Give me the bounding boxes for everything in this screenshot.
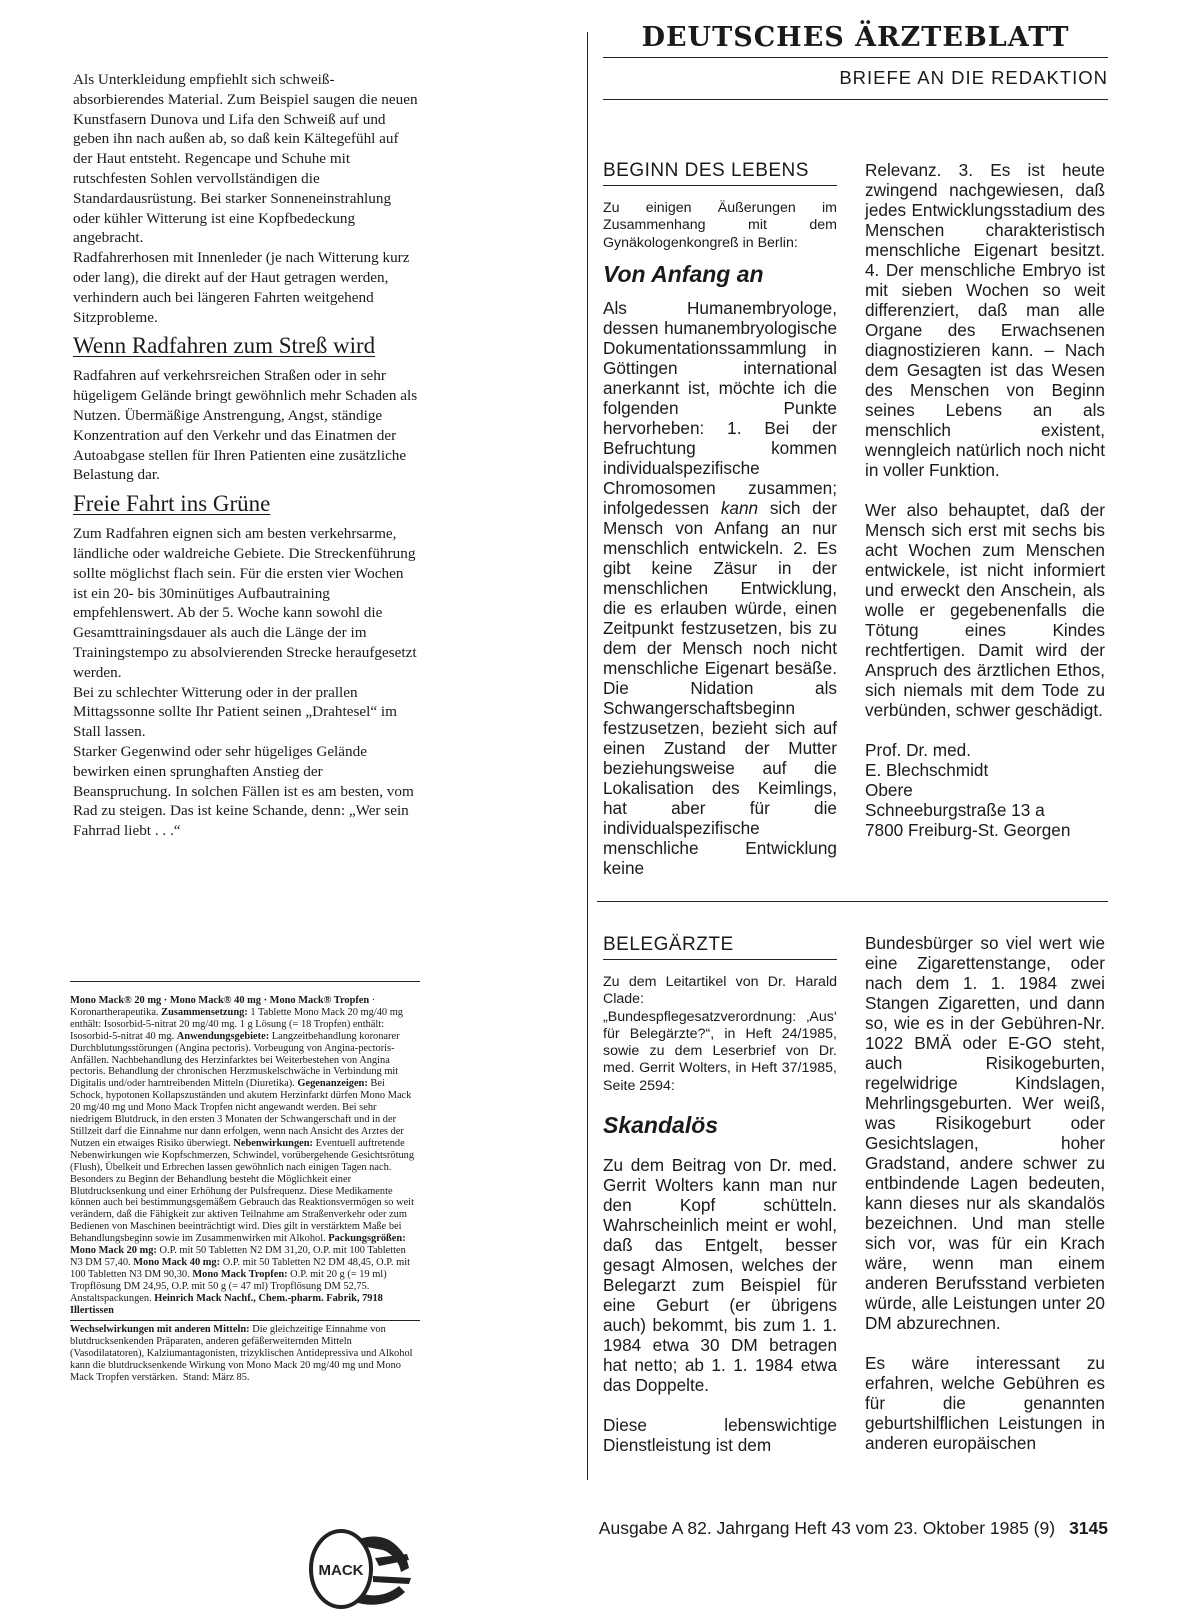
- body-text: Als Humanembryologe, dessen humanembryologische Dokumentationssammlung in Göttingen international anerkannt ist, möchte ich die folgenden Punkte hervorheben: 1. Bei der Befruchtung kommen individualspezifische Chromosomen zusammen; infolgedessen: [603, 297, 837, 518]
- article1-headline: Von Anfang an: [603, 260, 764, 287]
- column-divider: [587, 32, 588, 1480]
- product-info-label: Zusammensetzung:: [161, 1006, 248, 1018]
- interactions-body: Die gleichzeitige Einnahme von blutdrucksenkenden Präparaten, anderen gefäßerweiternden Mitteln (Vasodilatatoren), Kalziumantagonisten, trizyklischen Antidepressiva und Alkohol kann die blutdrucksenkende Wirkung von Mono Mack 20 mg/40 mg und Mono Mack Tropfen verstärken.: [70, 1324, 413, 1384]
- product-information-box: [70, 981, 420, 1384]
- article2-column2: [865, 933, 1105, 1453]
- paragraph: Radfahrerhosen mit Innenleder (je nach Witterung kurz oder lang), die direkt auf der Haut getragen werden, verhindern auch bei längeren Fahrten weitgehend Sitzprobleme.: [73, 249, 410, 326]
- section-heading-gruene: Freie Fahrt ins Grüne: [73, 491, 271, 517]
- left-article-column: [73, 70, 419, 841]
- article2-intro: Zu dem Leitartikel von Dr. Harald Clade: „Bundespflegesatzverordnung: ‚Aus‘ für Belegärzte?“, in Heft 24/1985, sowie zu dem Leserbrief von Dr. med. Gerrit Wolters, in Heft 37/1985, Seite 2594:: [603, 974, 837, 1094]
- page-footer: [513, 1518, 1108, 1539]
- paragraph: Bei zu schlechter Witterung oder in der prallen Mittagssonne sollte Ihr Patient seinen „Drahtesel“ im Stall lassen.: [73, 683, 397, 741]
- intro-text: [73, 70, 419, 327]
- paragraph: Es wäre interessant zu erfahren, welche Gebühren es für die genannten geburtshilflichen Leistungen in anderen europäischen: [865, 1353, 1105, 1453]
- signature-line: Schneeburgstraße 13 a: [865, 800, 1045, 820]
- paragraph: Diese lebenswichtige Dienstleistung ist dem: [603, 1415, 837, 1456]
- product-info-label: Mono Mack 40 mg:: [133, 1256, 221, 1268]
- paragraph: Relevanz. 3. Es ist heute zwingend nachgewiesen, daß jedes Entwicklungsstadium des Menschen charakteristisch menschliche Eigenart besitzt. 4. Der menschliche Embryo ist mit sieben Wochen so weit differenziert, daß man alle Organe des Erwachsenen diagnostizieren kann. – Nach dem Gesagten ist das Wesen des Menschen von Beginn seines Lebens an als menschlich existent, wenngleich natürlich noch nicht in voller Funktion.: [865, 160, 1105, 480]
- section-heading-stress: Wenn Radfahren zum Streß wird: [73, 333, 376, 359]
- journal-title: DEUTSCHES ÄRZTEBLATT: [603, 22, 1108, 58]
- product-info-label: Nebenwirkungen:: [233, 1137, 313, 1149]
- emphasis-kann: kann: [720, 497, 759, 518]
- issue-info: Ausgabe A 82. Jahrgang Heft 43 vom 23. Oktober 1985 (9): [598, 1518, 1056, 1538]
- paragraph: Als Unterkleidung empfiehlt sich schweiß-absorbierendes Material. Zum Beispiel saugen die neuen Kunstfasern Dunova und Lifa den Schweiß auf und geben ihn nach außen ab, so daß kein Kältegefühl auf der Haut entsteht. Regencape und Schuhe mit rutschfesten Sohlen vervollständigen die Standardausrüstung. Bei starker Sonneneinstrahlung oder kühler Witterung ist eine Kopfbedeckung angebracht.: [73, 71, 418, 247]
- article1-body: [603, 298, 837, 878]
- article2-rubric: BELEGÄRZTE: [603, 935, 837, 960]
- product-info-label: Packungsgrößen: Mono Mack 20 mg:: [70, 1233, 406, 1257]
- masthead: [603, 22, 1108, 100]
- mack-logo: [303, 1524, 415, 1610]
- interactions-label: Wechselwirkungen mit anderen Mitteln:: [70, 1324, 250, 1336]
- interactions-text: [70, 1320, 420, 1384]
- product-info-text: O.P. mit 50 Tabletten N2 DM 48,45, O.P. mit 100 Tabletten N3 DM 90,30.: [70, 1256, 410, 1280]
- product-info-label: Mono Mack Tropfen:: [192, 1268, 288, 1280]
- article1-column2: [865, 160, 1105, 840]
- product-info-text: Langzeitbehandlung koronarer Durchblutungsstörungen (Angina pectoris). Vorbeugung von Angina-pectoris-Anfällen. Nachbehandlung des Herzinfarktes bei Weiterbestehen von Angina pectoris. Behandlung der chronischen Herzmuskelschwäche in Verbindung mit Digitalis und/oder harntreibenden Mitteln (Diuretika).: [70, 1030, 400, 1090]
- product-info-text: Bei Schock, hypotonen Kollapszuständen und akutem Herzinfarkt dürfen Mono Mack 20 mg/40 mg und Mono Mack Tropfen nicht angewandt werden. Bei sehr niedrigem Blutdruck, in den ersten 3 Monaten der Schwangerschaft und in der Stillzeit darf die Einnahme nur dann erfolgen, wenn nach Ansicht des Arztes der Nutzen ein etwaiges Risiko überwiegt.: [70, 1078, 412, 1149]
- article1-intro: Zu einigen Äußerungen im Zusammenhang mit dem Gynäkologenkongreß in Berlin:: [603, 200, 837, 251]
- product-info-label: Gegenanzeigen:: [297, 1078, 368, 1090]
- signature-line: E. Blechschmidt: [865, 760, 989, 780]
- paragraph: Starker Gegenwind oder sehr hügeliges Gelände bewirken einen sprunghaften Anstieg der Beanspruchung. In solchen Fällen ist es am besten, vom Rad zu steigen. Das ist keine Schande, denn: „Wer sein Fahrrad liebt . . .“: [73, 742, 414, 840]
- paragraph: Zum Radfahren eignen sich am besten verkehrsarme, ländliche oder waldreiche Gebiete. Die Streckenführung sollte möglichst flach sein. Für die ersten vier Wochen ist ein 20- bis 30minütiges Aufbautraining empfehlenswert. Ab der 5. Woche kann sowohl die Gesamttrainingsdauer als auch die Länge der im Trainingstempo zu absolvierenden Strecke heraufgesetzt werden.: [73, 525, 417, 681]
- author-signature: [865, 740, 1105, 840]
- article2-column1: [603, 935, 837, 1455]
- product-info-text: · Koronartherapeutika.: [70, 995, 376, 1018]
- article1-rubric: BEGINN DES LEBENS: [603, 161, 837, 186]
- page-number: 3145: [1069, 1518, 1108, 1538]
- stress-text: [73, 366, 419, 485]
- product-info-label: Heinrich Mack Nachf., Chem.-pharm. Fabrik, 7918 Illertissen: [70, 1292, 383, 1316]
- gruene-text: [73, 524, 419, 841]
- product-info-text: O.P. mit 50 Tabletten N2 DM 31,20, O.P. mit 100 Tabletten N3 DM 57,40.: [70, 1245, 406, 1268]
- paragraph: Zu dem Beitrag von Dr. med. Gerrit Wolters kann man nur den Kopf schütteln. Wahrscheinlich meint er wohl, daß das Entgelt, besser gesagt Almosen, welches der Belegarzt zum Beispiel für eine Geburt (er übrigens auch) bekommt, bis zum 1. 1. 1984 etwa 30 DM betragen hat netto; ab 1. 1. 1984 etwa das Doppelte.: [603, 1155, 837, 1396]
- signature-line: Prof. Dr. med.: [865, 740, 972, 760]
- mack-logo-text: MACK: [318, 1562, 364, 1579]
- product-info-text: 1 Tablette Mono Mack 20 mg/40 mg enthält: Isosorbid-5-nitrat 20 mg/40 mg. 1 g Lösung (= 18 Tropfen) enthält: Isosorbid-5-nitrat 40 mg.: [70, 1006, 403, 1042]
- product-info-text: O.P. mit 20 g (= 19 ml) Tropflösung DM 24,95, O.P. mit 50 g (= 47 ml) Tropflösung DM 52,75. Anstaltspackungen.: [70, 1268, 387, 1304]
- article1-column1: [603, 161, 837, 878]
- section-title: BRIEFE AN DIE REDAKTION: [603, 67, 1108, 100]
- signature-line: Obere: [865, 780, 913, 800]
- article-separator: [597, 901, 1108, 902]
- signature-line: 7800 Freiburg-St. Georgen: [865, 820, 1071, 840]
- stand-date: Stand: März 85.: [182, 1372, 250, 1384]
- body-text: sich der Mensch von Anfang an nur menschlich entwickeln. 2. Es gibt keine Zäsur in der menschlichen Entwicklung, die es erlauben würde, einen Zeitpunkt festzusetzen, bis zu dem der Mensch noch nicht menschliche Eigenart besäße. Die Nidation als Schwangerschaftsbeginn festzusetzen, bezieht sich auf einen Zustand der Mutter beziehungsweise auf die Lokalisation des Keimlings, hat aber für die individualspezifische menschliche Entwicklung keine: [603, 497, 837, 878]
- paragraph: Radfahren auf verkehrsreichen Straßen oder in sehr hügeligem Gelände bringt gewöhnlich mehr Schaden als Nutzen. Übermäßige Anstrengung, Angst, ständige Konzentration auf den Verkehr und das Einatmen der Autoabgase stellen für Ihren Patienten eine zusätzliche Belastung dar.: [73, 367, 418, 484]
- product-info-label: Anwendungsgebiete:: [176, 1030, 270, 1042]
- product-info-text: Eventuell auftretende Nebenwirkungen wie Kopfschmerzen, Schwindel, vorübergehende Gesichtsrötung (Flush), Übelkeit und Erbrechen lassen gewöhnlich nach einigen Tagen nach. Besonders zu Beginn der Behandlung besteht die Möglichkeit einer Blutdrucksenkung und einer Erhöhung der Pulsfrequenz. Diese Medikamente können auch bei bestimmungsgemäßem Gebrauch das Reaktionsvermögen so weit verändern, daß die Fähigkeit zur aktiven Teilnahme am Straßenverkehr oder zum Bedienen von Maschinen beeinträchtigt wird. Dies gilt in verstärktem Maße bei Behandlungsbeginn sowie im Zusammenwirken mit Alkohol.: [70, 1137, 415, 1245]
- paragraph: Bundesbürger so viel wert wie eine Zigarettenstange, oder nach dem 1. 1. 1984 zwei Stangen Zigaretten, und dann so, wie es in der Gebühren-Nr. 1022 BMÄ oder E-GO steht, auch Risikogeburten, regelwidrige Kindslagen, Mehrlingsgeburten. Wer weiß, was Risikogeburt oder Gesichtslagen, hoher Gradstand, andere schwer zu entbindende Lagen bedeuten, kann dieses nur als skandalös bezeichnen. Und man stelle sich vor, was für ein Krach wäre, wenn man einem anderen Berufsstand verbieten würde, alle Leistungen unter 20 DM abzurechnen.: [865, 933, 1105, 1333]
- article2-headline: Skandalös: [603, 1112, 719, 1139]
- paragraph: Wer also behauptet, daß der Mensch sich erst mit sechs bis acht Wochen zum Menschen entwickele, ist nicht informiert und erweckt den Anschein, als wolle er gegebenenfalls die Tötung eines Kindes rechtfertigen. Damit wird der Anspruch des ärztlichen Ethos, sich niemals mit dem Tode zu verbünden, schwer geschädigt.: [865, 500, 1105, 720]
- product-information-text: [70, 995, 420, 1316]
- product-info-label: Mono Mack® 20 mg · Mono Mack® 40 mg · Mono Mack® Tropfen: [70, 995, 370, 1006]
